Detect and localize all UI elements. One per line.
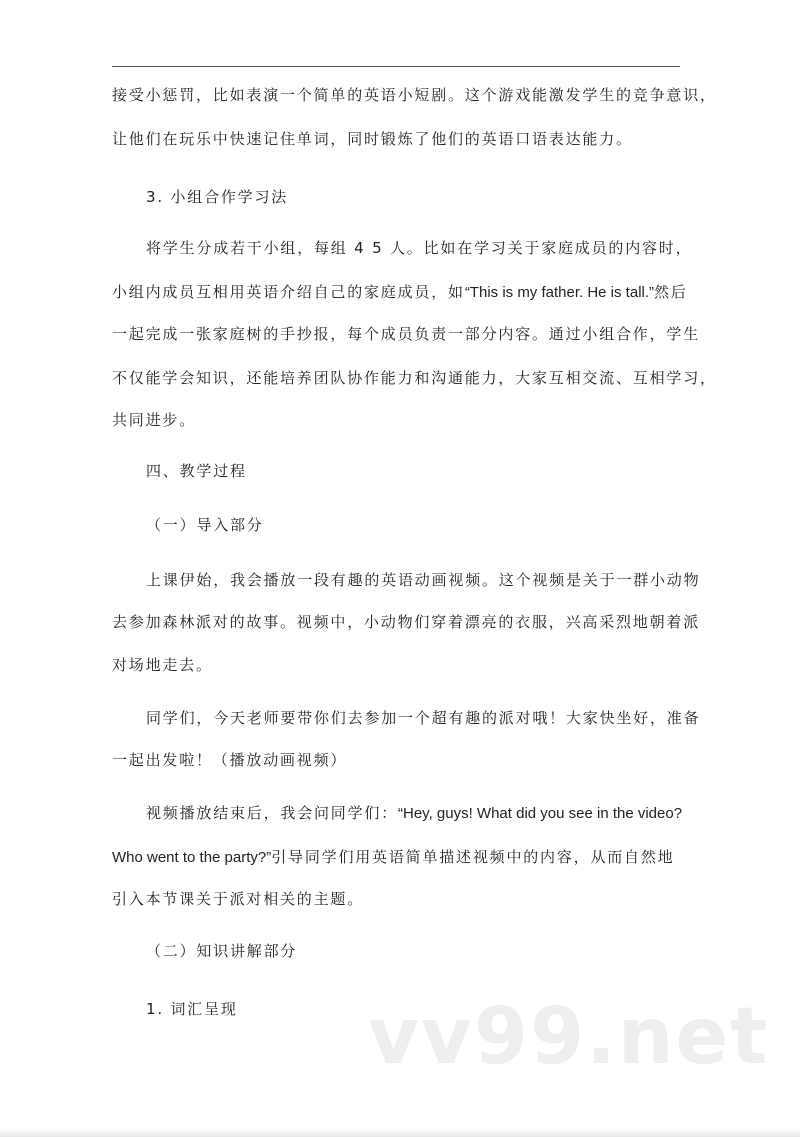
section-heading: 1. 词汇呈现 (146, 1000, 238, 1018)
text-run: 引导同学们用英语简单描述视频中的内容，从而自然地 (271, 848, 675, 866)
paragraph-line (112, 282, 688, 303)
paragraph-line: 一起完成一张家庭树的手抄报，每个成员负责一部分内容。通过小组合作，学生 (112, 325, 701, 343)
text-run: 小组内成员互相用英语介绍自己的家庭成员，如 (112, 283, 465, 301)
section-heading: 3. 小组合作学习法 (146, 188, 289, 206)
section-heading: 四、教学过程 (146, 462, 247, 480)
subsection-heading: （二）知识讲解部分 (146, 942, 298, 960)
paragraph-line: 去参加森林派对的故事。视频中，小动物们穿着漂亮的衣服，兴高采烈地朝着派 (112, 613, 701, 631)
text-run: 然后 (654, 283, 688, 301)
text-run: 视频播放结束后，我会问同学们： (146, 804, 399, 822)
paragraph-line (146, 803, 682, 824)
paragraph-line: 引入本节课关于派对相关的主题。 (112, 890, 365, 908)
english-quote: “Hey, guys! What did you see in the video? (398, 805, 683, 822)
paragraph-line: 上课伊始，我会播放一段有趣的英语动画视频。这个视频是关于一群小动物 (146, 571, 701, 589)
header-rule (112, 66, 680, 67)
subsection-heading: （一）导入部分 (146, 516, 264, 534)
english-quote: Who went to the party?” (112, 849, 272, 866)
page-edge-shadow (0, 1129, 800, 1137)
paragraph-line: 一起出发啦！（播放动画视频） (112, 751, 348, 769)
paragraph-line: 不仅能学会知识，还能培养团队协作能力和沟通能力，大家互相交流、互相学习， (112, 369, 717, 387)
paragraph-line: 共同进步。 (112, 411, 197, 429)
paragraph-line: 将学生分成若干小组，每组 4 5 人。比如在学习关于家庭成员的内容时， (146, 239, 693, 257)
paragraph-line (112, 847, 674, 868)
paragraph-line: 接受小惩罚，比如表演一个简单的英语小短剧。这个游戏能激发学生的竞争意识， (112, 86, 717, 104)
paragraph-line: 让他们在玩乐中快速记住单词，同时锻炼了他们的英语口语表达能力。 (112, 130, 633, 148)
paragraph-line: 对场地走去。 (112, 656, 213, 674)
english-quote: “This is my father. He is tall.” (464, 284, 655, 301)
watermark: vv99.net (368, 992, 770, 1082)
paragraph-line: 同学们，今天老师要带你们去参加一个超有趣的派对哦！大家快坐好，准备 (146, 709, 701, 727)
